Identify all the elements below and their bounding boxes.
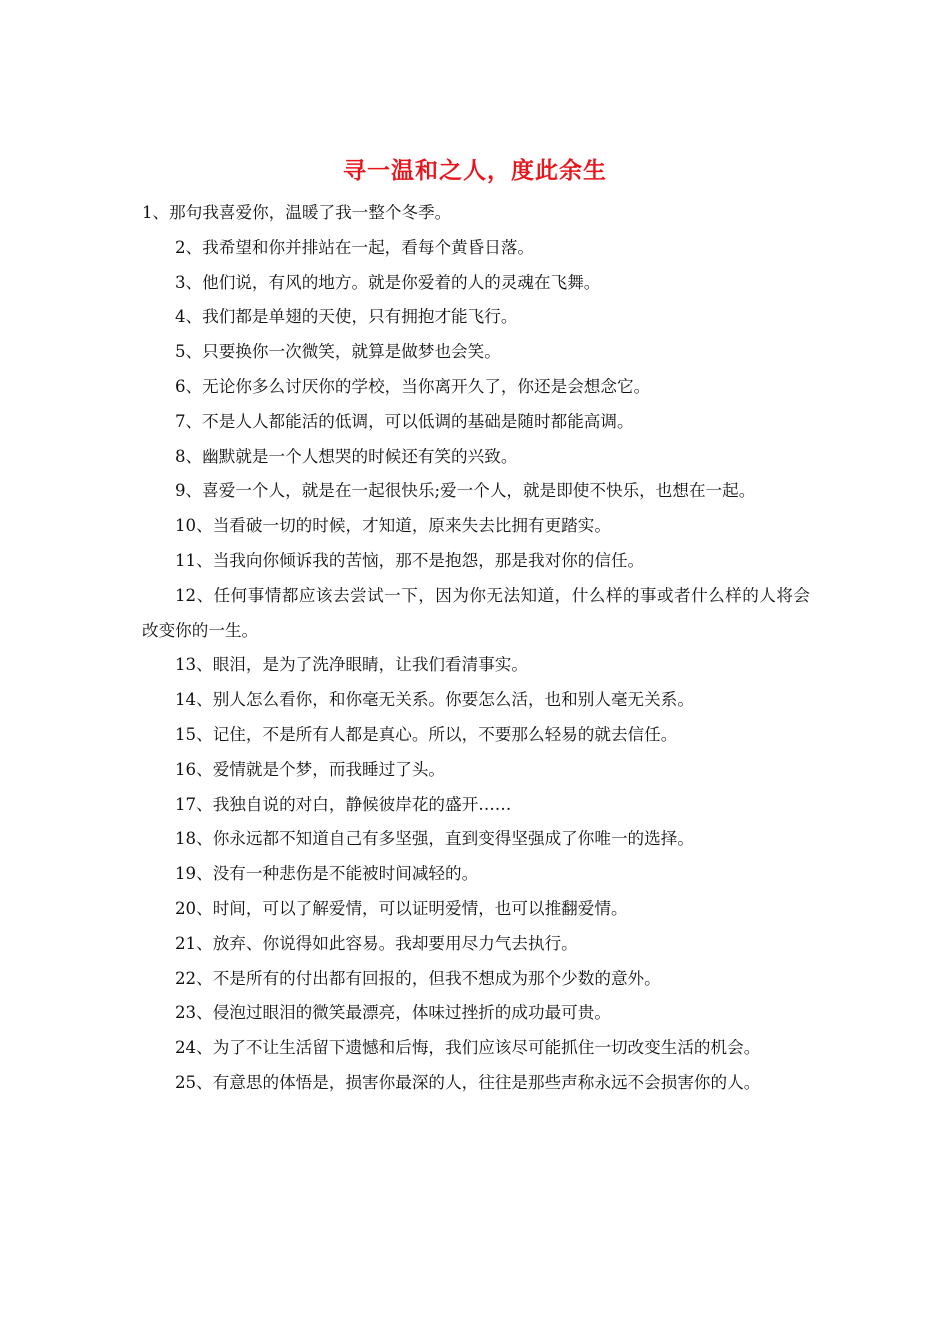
list-item: 24、为了不让生活留下遗憾和后悔，我们应该尽可能抓住一切改变生活的机会。 <box>175 1038 761 1058</box>
list-item: 22、不是所有的付出都有回报的，但我不想成为那个少数的意外。 <box>175 968 661 988</box>
list-item: 8、幽默就是一个人想哭的时候还有笑的兴致。 <box>175 446 518 466</box>
list-item: 3、他们说，有风的地方。就是你爱着的人的灵魂在飞舞。 <box>175 272 601 292</box>
list-item: 23、侵泡过眼泪的微笑最漂亮，体味过挫折的成功最可贵。 <box>175 1003 611 1023</box>
list-item: 7、不是人人都能活的低调，可以低调的基础是随时都能高调。 <box>175 411 634 431</box>
list-item: 14、别人怎么看你，和你毫无关系。你要怎么活，也和别人毫无关系。 <box>175 690 694 710</box>
document-title: 寻一温和之人，度此余生 <box>343 158 607 184</box>
list-item: 6、无论你多么讨厌你的学校，当你离开久了，你还是会想念它。 <box>175 376 651 396</box>
list-item: 13、眼泪，是为了洗净眼睛，让我们看清事实。 <box>175 655 528 675</box>
list-item: 21、放弃、你说得如此容易。我却要用尽力气去执行。 <box>175 933 578 953</box>
list-item: 5、只要换你一次微笑，就算是做梦也会笑。 <box>175 342 501 362</box>
document-body <box>142 196 810 1101</box>
list-item: 11、当我向你倾诉我的苦恼，那不是抱怨，那是我对你的信任。 <box>175 550 645 570</box>
list-item: 12、任何事情都应该去尝试一下，因为你无法知道，什么样的事或者什么样的人将会改变你的一生。 <box>142 585 810 640</box>
list-item: 2、我希望和你并排站在一起，看每个黄昏日落。 <box>175 237 535 257</box>
list-item: 20、时间，可以了解爱情，可以证明爱情，也可以推翻爱情。 <box>175 898 628 918</box>
list-item: 9、喜爱一个人，就是在一起很快乐;爱一个人，就是即使不快乐，也想在一起。 <box>175 481 756 501</box>
list-item: 16、爱情就是个梦，而我睡过了头。 <box>175 759 446 779</box>
list-item: 18、你永远都不知道自己有多坚强，直到变得坚强成了你唯一的选择。 <box>175 829 694 849</box>
list-item: 25、有意思的体悟是，损害你最深的人，往往是那些声称永远不会损害你的人。 <box>175 1072 761 1092</box>
list-item: 17、我独自说的对白，静候彼岸花的盛开…… <box>175 794 512 814</box>
list-item: 19、没有一种悲伤是不能被时间减轻的。 <box>175 864 479 884</box>
list-item: 1、那句我喜爱你，温暖了我一整个冬季。 <box>142 203 452 222</box>
list-item: 4、我们都是单翅的天使，只有拥抱才能飞行。 <box>175 307 518 327</box>
list-item: 15、记住，不是所有人都是真心。所以，不要那么轻易的就去信任。 <box>175 724 678 744</box>
list-item: 10、当看破一切的时候，才知道，原来失去比拥有更踏实。 <box>175 516 611 536</box>
